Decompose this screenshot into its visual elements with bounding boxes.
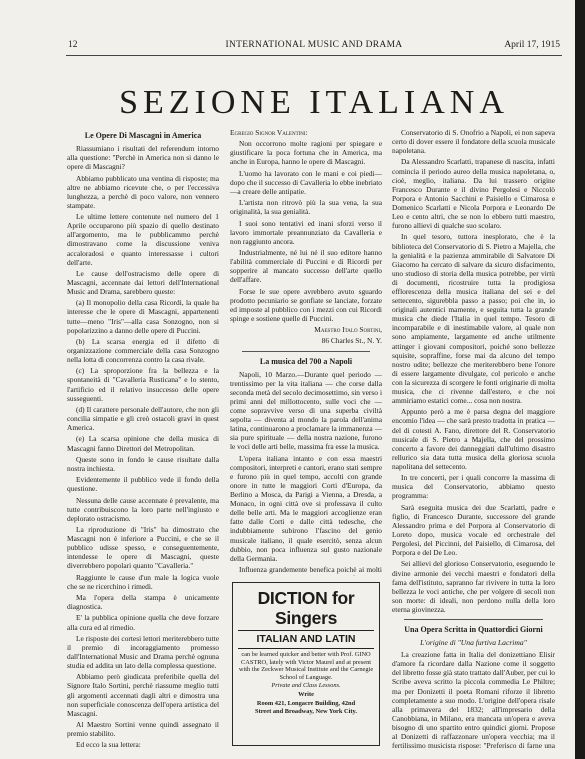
masthead: INTERNATIONAL MUSIC AND DRAMA: [225, 40, 403, 50]
paragraph: Abbiamo pubblicato una ventina di risposte; ma altre ne abbiamo ricevute che, o per l'eccessiva lunghezza, a perchè di poco valore, non vennero stampate.: [67, 173, 219, 210]
paragraph: La riproduzione di "Iris" ha dimostrato che Mascagni non è inferiore a Puccini, e che se il pubblico udisse spesso, e conseguentemente, intendesse le opere di Mascagni, queste diverrebbero popolari quanto "Cavalleria.": [67, 525, 219, 571]
paragraph: (c) La sproporzione fra la bellezza e la spontaneità di "Cavalleria Rusticana" e lo stento, l'artificio ed il relativo insuccesso delle opere susseguenti.: [67, 366, 219, 403]
ad-lessons: Private and Class Lessons.: [271, 682, 341, 690]
column-divider: [242, 351, 370, 352]
letter-salutation: Egregio Signor Valentini:: [230, 128, 308, 137]
article-body-donizetti: [392, 650, 555, 752]
paragraph: Queste sono in fondo le cause risultate dalla nostra inchiesta.: [67, 454, 219, 473]
paragraph: L'artista non ritrovò più la sua vena, la sua originalità, la sua genialità.: [230, 198, 382, 217]
page-edge: [575, 0, 585, 759]
paragraph: Abbiamo però giudicata preferibile quella del Signore Italo Sortini, perchè riassume meglio tutti gli argomenti accennati dagli altri e dimostra una non superficiale conoscenza dell'opera artistica del Mascagni.: [67, 672, 219, 718]
ad-title: DICTION for Singers: [257, 588, 355, 628]
paragraph: L'opera italiana intanto e con essa maestri compositori, interpreti e cantori, erano stati sempre e furono più in quel tempo, accolti con grande onore in tutte le maggiori Corti d'Europa, da Berlino a Mosca, da Parigi a Vienna, a Dresda, a Monaco, in ogni città ove si professava il culto delle belle arti. Ma le maggiori accoglienze eran fatte dalle Corti e dalle città tedesche, che indubbiamente subirono l'fascino del genio musicale italiano, il quale esercitò, senza alcun dubbio, non poca influenza sul gusto nazionale della Germania.: [230, 453, 382, 563]
paragraph: E' la pubblica opinione quella che deve forzare alla cura ed al rimedio.: [67, 613, 219, 632]
ad-address-line1: Room 421, Longacre Building, 42nd: [256, 699, 356, 707]
paragraph: Al Maestro Sortini venne quindi assegnato il premio stabilito.: [67, 720, 219, 739]
ad-write: Write: [298, 690, 314, 698]
column-1: [67, 128, 219, 752]
paragraph: (e) La scarsa opinione che della musica di Mascagni fanno Direttori del Metropolitan.: [67, 434, 219, 453]
paragraph: Industrialmente, né lui né il suo editore hanno l'abilità commerciale di Puccini e di Ricordi per sopperire al mancato successo dell'arte quello dell'affare.: [230, 248, 382, 285]
paragraph: In quel tesoro, tuttora inesplorato, che è la biblioteca del Conservatorio di S. Pietro a Majella, che la genialità e la pazienza ammirabile di Salvatore Di Giacomo ha cercato di salvare da sicuro disfacimento, uno studioso di storia della musica potrebbe, per virtù di documenti, ricostruire tutta la prodigiosa efflorescenza della musica italiana del sei e del settecento, sigurebbla passo a passo; poi che in, io originali autentici mamente, e seguita tutta la grande musica che diede l'Italia in quel tempo. Tesoro di incomparabile e di inestimabile valore, al quale non sono ampiamente, largamente ed anche utilmente attinger i giovani compositori, poiché sono bellezze squisite, sopraffine, forse mai da alcuno del tempo nostro udite; bellezze che meriterebbero bene l'onore di essere largamente divulgate, col pericolo e anche con la sicurezza di scorgere le fonti originarie di molta musica, che ci rivenne dall'estero, e che noi ammiriamo estatici come... cosa non nostra.: [392, 232, 555, 406]
paragraph: Appunto però a me è parsa degna del maggiore encomio l'idea — che sarà presto tradotta in pratica — del di cotesti A. Fano, direttore del R. Conservatorio musicale di S. Pietro a Majella, che del prossimo concerto a favore dei danneggiati dall'ultimo disastro rellurico sia data tutta musica della gloriosa scuola napolitana del settecento.: [392, 407, 555, 471]
ad-address-line2: Street and Broadway, New York City.: [255, 708, 357, 716]
paragraph: Sarà eseguita musica dei due Scarlatti, padre e figlio, di Francesco Durante, successore del grande Alessandro prima e del Porpora al Conservatorio di Loreto dopo, musica vocale ed orchestrale del Pergolesi, del Piccinni, del Paisiello, di Cimarosa, del Porpora e del De Leo.: [392, 502, 555, 558]
paragraph: I suoi sono tentativi ed inani sforzi verso il lavoro immortale preannunziato da Cavalleria e non raggiunto ancora.: [230, 218, 382, 246]
paragraph: Le risposte dei cortesi lettori meriterebbero tutte il premio di incoraggiamento promesso dall'International Music and Drama perchè ognuna studia ed addita un lato della complessa questione.: [67, 633, 219, 671]
ad-body: can be learned quicker and better with Prof. GINO CASTRO, lately with Victor Maurel and at present with the Zeckwer Musical Institute and the Carnegie School of Language.: [238, 651, 374, 681]
page-number: 12: [68, 40, 78, 50]
paragraph: Riassumiano i risultati del referendum intorno alla questione: "Perchè in America non si danno le opere di Mascagni?: [67, 144, 219, 172]
paragraph: Influenza grandemente benefica poichè ai molti: [239, 565, 382, 574]
paragraph: Ed ecco la sua lettera:: [76, 740, 141, 750]
paragraph: L'uomo ha lavorato con le mani e coi piedi—dopo che il successo di Cavalleria lo ebbe inebriato—a creare delle antipatie.: [230, 168, 382, 196]
paragraph: Da Alessandro Scarlatti, trapanese di nascita, infatti comincia il periodo aureo della musica napoletana, o, cioè, meglio, italiana. Da lui trassero origine Francesco Durante e il divino Pergolesi e Niccolò Porpora e Antonio Sacchini e Paisiello e Cimarosa e Domenico Scarlatti e Nicola Porpora e Leonardo De Leo e cento altri, che se non lo ebbero tutti maestro, furono allievi di qualche suo scolaro.: [392, 157, 555, 231]
column-3: [392, 128, 555, 752]
paragraph: Raggiunte le cause d'un male la logica vuole che se ne ricerchino i rimedi.: [67, 572, 219, 591]
paragraph: (b) La scarsa energia ed il difetto di organizzazione commerciale della casa Sonzogno nella lotta di concorrenza contro la casa rivale.: [67, 336, 219, 365]
column-2: [230, 128, 382, 576]
paragraph: (d) Il carattere personale dell'autore, che non gli concilia simpatie e gli creò ostacoli gravi in quest America.: [67, 404, 219, 433]
article-continuation-napoli: [392, 128, 555, 614]
issue-date: April 17, 1915: [504, 40, 560, 50]
letter-address: 86 Charles St., N. Y.: [321, 336, 382, 346]
article-heading-donizetti: Una Opera Scritta in Quattordici Giorni: [404, 625, 543, 634]
ad-rule: [238, 630, 374, 631]
column-divider: [404, 619, 543, 620]
paragraph: La creazione fatta in Italia del donizettiano Elisir d'amore fa ricordare dalla Nazione come il soggetto del libretto fosse già stato trattato dall'Auber, per cui lo Scribe aveva scritto la piccola commedia Le Philtre; ma per Donizetti il poeta Romani riforze il libretto completamente a suo modo. L'origine dell'opera risale alla primavera del 1832; all'impresario della Canobbiana, in Milano, era mancata un'opera e aveva bisogno di uno spartito entro quindici giorni. Propose al Donizetti di raffazzonare un'opera vecchia; ma il fertilissimo musicista rispose: "Preferisco di farne una: [392, 650, 555, 751]
paragraph: Ma l'opera della stampa è unicamente diagnostica.: [67, 593, 219, 612]
diction-advertisement: [232, 582, 380, 746]
paragraph: Forse le sue opere avrebbero avuto sguardo prodotto pecuniario se gonfiate se lanciate, forzate ed imposte al pubblico con i mezzi con cui Ricordi spinge e sostiene quelle di Puccini.: [230, 286, 382, 323]
ad-rule: [238, 648, 374, 649]
article-body-napoli: [230, 370, 382, 576]
letter-body: [230, 139, 382, 323]
article-heading-napoli: La musica del 700 a Napoli: [259, 356, 353, 366]
article-subheading-donizetti: L'origine di "Una furtiva Lacrima": [420, 638, 527, 648]
paragraph: Evidentemente il pubblico vede il fondo della questione.: [67, 475, 219, 494]
ad-subtitle: ITALIAN AND LATIN: [256, 633, 356, 645]
paragraph: (a) Il monopolio della casa Ricordi, la quale ha interesse che le opere di Mascagni, appartenenti tutte—meno "Iris"—alla casa Sonzogno, non si popolarizzino a danno delle opere di Puccini.: [67, 298, 219, 335]
header-rule: [66, 55, 562, 56]
letter-signature: Maestro Italo Sortini,: [314, 325, 382, 335]
page-header: [68, 40, 560, 54]
section-title: SEZIONE ITALIANA: [119, 84, 509, 121]
paragraph: Non occorrono molte ragioni per spiegare e giustificare la poca fortuna che in America, ma anche in Europa, hanno le opere di Mascagni.: [230, 139, 382, 167]
paragraph: Sei allievi del glorioso Conservatorio, eseguendo le divine armonie dei vecchi maestri e fondatori della fama dell'istituto, sapranno far rivivere in tutta la loro bellezza le voci antiche, che per volgere di secoli non son morte: di ideali, non perdono nulla della loro eterna giovinezza.: [392, 559, 555, 614]
paragraph: Nessuna delle cause accennate è prevalente, ma tutte contribuiscono la loro parte nell'ingiusto e deplorato ostracismo.: [67, 495, 219, 523]
paragraph: In tre concerti, per i quali concorre la massima di musica del Conservatorio, abbiamo questo programma:: [392, 473, 555, 501]
paragraph: Le cause dell'ostracismo delle opere di Mascagni, accennate dai lettori dell'International Music and Drama, sarebbero queste:: [67, 268, 219, 297]
paragraph: Napoli, 10 Marzo.—Durante quel periodo — trentissimo per la vita italiana — che corse dalla seconda metà del secolo decimosettimo, sin verso i primi anni del millottocento, sulle voci che — come sopravvive verso di una superba civiltà sepolta — diventa al mondo la parola dell'anima latina, continuarono a proclamare la immanenza — sia pure spirituale — della nostra nazione, furono le voci delle arti belle, massima fra esse la musica.: [230, 369, 382, 452]
paragraph: Conservatorio di S. Onofrio a Napoli, ei non sapeva certo di dover essere il fondatore della scuola musicale napoletana.: [392, 128, 555, 156]
article-heading-mascagni: Le Opere Di Mascagni in America: [84, 131, 202, 140]
article-body-mascagni: [67, 144, 219, 749]
paragraph: Le ultime lettere contenute nel numero del 1 Aprile occuparono più spazio di quello destinato all'argomento, ma le pubblicammo perchè dimostravano come la discussione veniva accaloradosi e quanto interessasse i cultori dell'arte.: [67, 212, 219, 267]
